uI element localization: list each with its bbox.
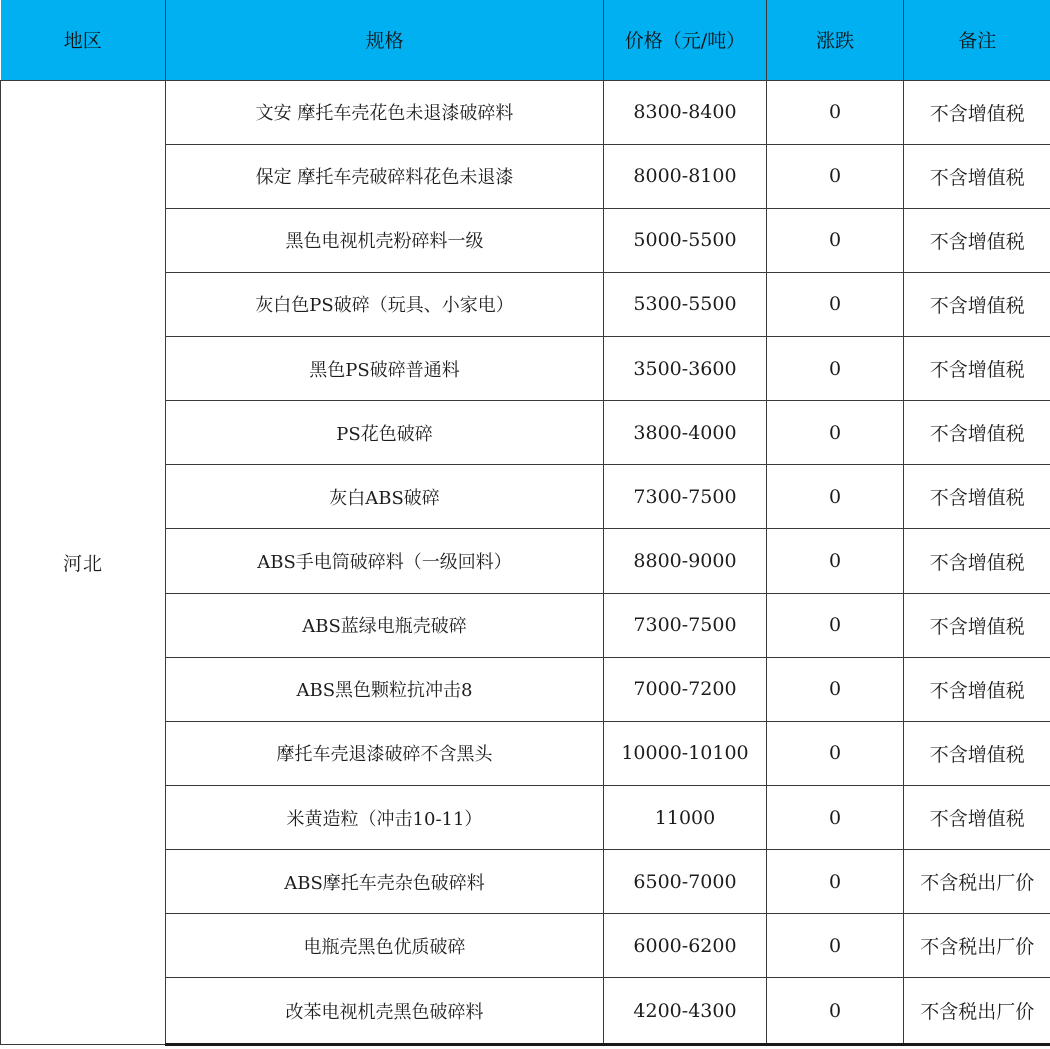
note-cell: 不含增值税 [904, 593, 1050, 657]
note-cell: 不含增值税 [904, 144, 1050, 208]
price-cell: 10000-10100 [604, 721, 767, 785]
price-cell: 7000-7200 [604, 657, 767, 721]
note-cell: 不含增值税 [904, 786, 1050, 850]
spec-cell: 米黄造粒（冲击10-11） [166, 786, 604, 850]
price-cell: 5300-5500 [604, 272, 767, 336]
table-body [1, 80, 1050, 1045]
price-cell: 4200-4300 [604, 978, 767, 1045]
price-cell: 3500-3600 [604, 337, 767, 401]
price-cell: 11000 [604, 786, 767, 850]
table-row [1, 80, 1050, 144]
note-cell: 不含增值税 [904, 465, 1050, 529]
note-cell: 不含税出厂价 [904, 850, 1050, 914]
note-cell: 不含税出厂价 [904, 914, 1050, 978]
header-change: 涨跌 [767, 0, 904, 80]
note-cell: 不含增值税 [904, 529, 1050, 593]
price-cell: 6000-6200 [604, 914, 767, 978]
note-cell: 不含增值税 [904, 657, 1050, 721]
change-cell: 0 [767, 593, 904, 657]
change-cell: 0 [767, 337, 904, 401]
spec-cell: 电瓶壳黑色优质破碎 [166, 914, 604, 978]
region-cell: 河北 [1, 80, 166, 1045]
header-price: 价格（元/吨） [604, 0, 767, 80]
note-cell: 不含增值税 [904, 272, 1050, 336]
spec-cell: ABS蓝绿电瓶壳破碎 [166, 593, 604, 657]
spec-cell: 灰白色PS破碎（玩具、小家电） [166, 272, 604, 336]
change-cell: 0 [767, 914, 904, 978]
change-cell: 0 [767, 144, 904, 208]
price-cell: 7300-7500 [604, 465, 767, 529]
change-cell: 0 [767, 208, 904, 272]
price-cell: 7300-7500 [604, 593, 767, 657]
spec-cell: ABS手电筒破碎料（一级回料） [166, 529, 604, 593]
header-note: 备注 [904, 0, 1050, 80]
spec-cell: 保定 摩托车壳破碎料花色未退漆 [166, 144, 604, 208]
price-cell: 8000-8100 [604, 144, 767, 208]
change-cell: 0 [767, 978, 904, 1045]
change-cell: 0 [767, 529, 904, 593]
change-cell: 0 [767, 272, 904, 336]
price-cell: 6500-7000 [604, 850, 767, 914]
spec-cell: ABS摩托车壳杂色破碎料 [166, 850, 604, 914]
price-cell: 8300-8400 [604, 80, 767, 144]
spec-cell: ABS黑色颗粒抗冲击8 [166, 657, 604, 721]
change-cell: 0 [767, 465, 904, 529]
change-cell: 0 [767, 80, 904, 144]
spec-cell: 改苯电视机壳黑色破碎料 [166, 978, 604, 1045]
header-region: 地区 [1, 0, 166, 80]
spec-cell: PS花色破碎 [166, 401, 604, 465]
change-cell: 0 [767, 850, 904, 914]
price-cell: 3800-4000 [604, 401, 767, 465]
header-row [1, 0, 1050, 80]
note-cell: 不含增值税 [904, 337, 1050, 401]
note-cell: 不含增值税 [904, 208, 1050, 272]
note-cell: 不含增值税 [904, 721, 1050, 785]
price-cell: 8800-9000 [604, 529, 767, 593]
spec-cell: 黑色PS破碎普通料 [166, 337, 604, 401]
table-header [1, 0, 1050, 80]
change-cell: 0 [767, 786, 904, 850]
spec-cell: 黑色电视机壳粉碎料一级 [166, 208, 604, 272]
note-cell: 不含增值税 [904, 80, 1050, 144]
note-cell: 不含税出厂价 [904, 978, 1050, 1045]
change-cell: 0 [767, 721, 904, 785]
spec-cell: 文安 摩托车壳花色未退漆破碎料 [166, 80, 604, 144]
note-cell: 不含增值税 [904, 401, 1050, 465]
header-spec: 规格 [166, 0, 604, 80]
spec-cell: 灰白ABS破碎 [166, 465, 604, 529]
spec-cell: 摩托车壳退漆破碎不含黑头 [166, 721, 604, 785]
price-cell: 5000-5500 [604, 208, 767, 272]
change-cell: 0 [767, 657, 904, 721]
change-cell: 0 [767, 401, 904, 465]
